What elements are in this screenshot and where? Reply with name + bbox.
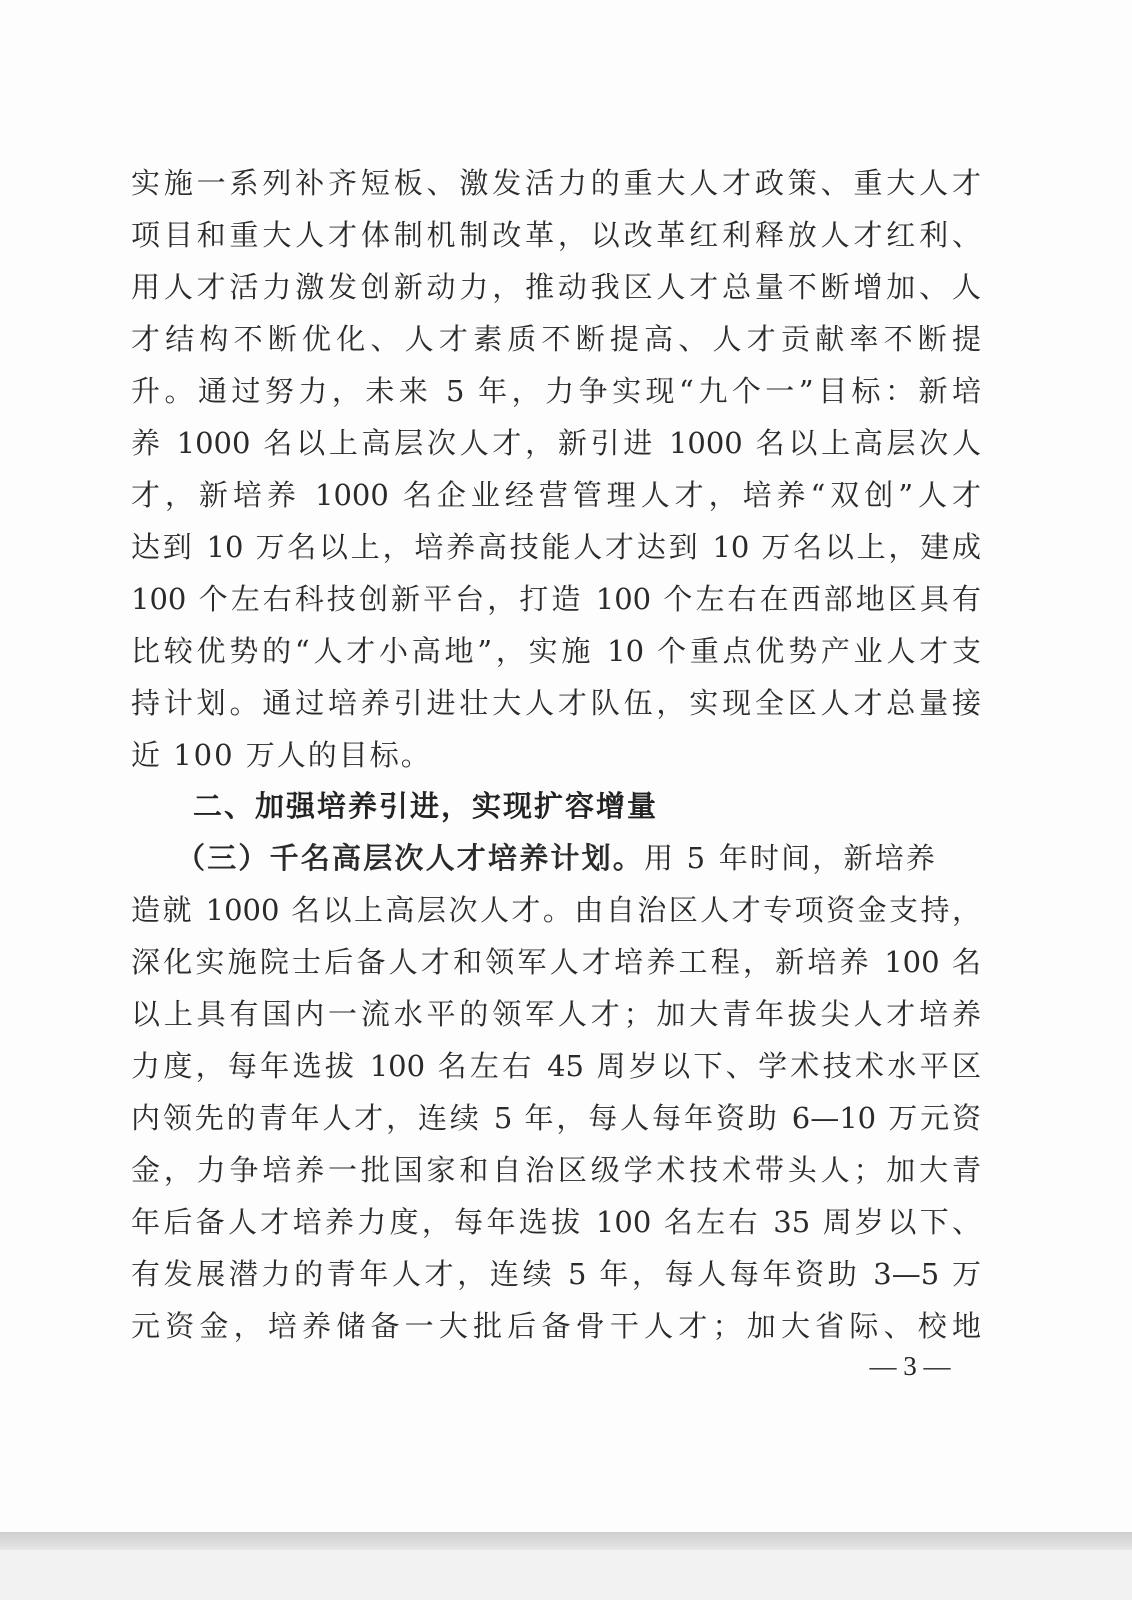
text-line: 比较优势的“人才小高地”，实施 10 个重点优势产业人才支	[131, 634, 981, 668]
text-line: 以上具有国内一流水平的领军人才；加大青年拔尖人才培养	[131, 997, 981, 1031]
text-line: 有发展潜力的青年人才，连续 5 年，每人每年资助 3—5 万	[131, 1257, 981, 1291]
section-heading: 二、加强培养引进，实现扩容增量	[193, 789, 659, 823]
subsection-first-line-text: 用 5 年时间，新培养	[644, 841, 938, 875]
subsection-label: （三）千名高层次人才培养计划。	[176, 841, 645, 875]
text-line: 100 个左右科技创新平台，打造 100 个左右在西部地区具有	[131, 582, 981, 616]
text-line: 造就 1000 名以上高层次人才。由自治区人才专项资金支持，	[131, 893, 981, 927]
text-line: 实施一系列补齐短板、激发活力的重大人才政策、重大人才	[131, 166, 981, 200]
scan-bottom-margin	[0, 1550, 1132, 1600]
text-line: 用人才活力激发创新动力，推动我区人才总量不断增加、人	[131, 270, 981, 304]
scan-edge-shadow	[0, 1532, 1132, 1550]
subsection-first-line	[176, 832, 981, 884]
page-number: — 3 —	[869, 1351, 951, 1381]
text-line: 力度，每年选拔 100 名左右 45 周岁以下、学术技术水平区	[131, 1049, 981, 1083]
text-line: 元资金，培养储备一大批后备骨干人才；加大省际、校地	[131, 1309, 981, 1343]
text-line: 才结构不断优化、人才素质不断提高、人才贡献率不断提	[131, 322, 981, 356]
text-line: 项目和重大人才体制机制改革，以改革红利释放人才红利、	[131, 218, 981, 252]
text-line: 才，新培养 1000 名企业经营管理人才，培养“双创”人才	[131, 478, 981, 512]
text-line: 养 1000 名以上高层次人才，新引进 1000 名以上高层次人	[131, 426, 981, 460]
text-line: 内领先的青年人才，连续 5 年，每人每年资助 6—10 万元资	[131, 1101, 981, 1135]
text-line: 近 100 万人的目标。	[131, 738, 432, 772]
text-line: 升。通过努力，未来 5 年，力争实现“九个一”目标：新培	[131, 374, 981, 408]
text-line: 深化实施院士后备人才和领军人才培养工程，新培养 100 名	[131, 945, 981, 979]
text-line: 达到 10 万名以上，培养高技能人才达到 10 万名以上，建成	[131, 530, 981, 564]
text-line: 金，力争培养一批国家和自治区级学术技术带头人；加大青	[131, 1153, 981, 1187]
text-line: 持计划。通过培养引进壮大人才队伍，实现全区人才总量接	[131, 686, 981, 720]
text-line: 年后备人才培养力度，每年选拔 100 名左右 35 周岁以下、	[131, 1205, 981, 1239]
